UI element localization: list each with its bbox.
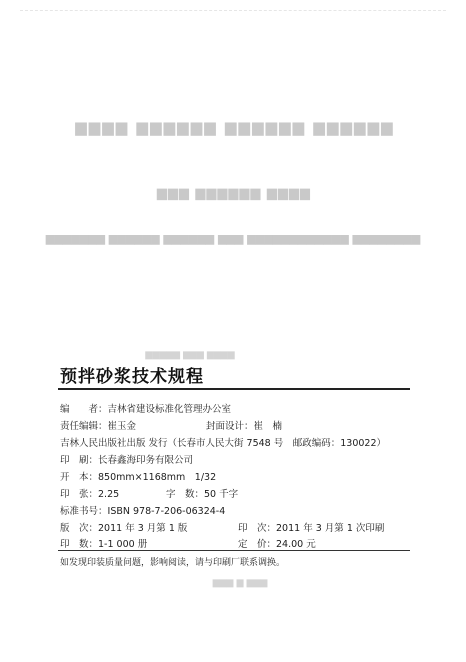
edition-value: 2011 年 3 月第 1 版 xyxy=(98,523,188,534)
copies-label: 印 数： xyxy=(60,539,99,550)
price-label: 定 价： xyxy=(238,539,277,550)
printer-line xyxy=(60,452,193,466)
sheets-line xyxy=(60,486,119,500)
bleed-through-line: ▆▆▆▆▆▆▆▆ ▆▆▆▆▆▆▆▆▆▆▆▆ ▆▆▆ ▆▆▆▆▆▆ ▆▆▆▆▆▆ ▆▆▆▆▆▆▆ xyxy=(45,232,421,245)
quality-note: 如发现印装质量问题，影响阅读，请与印刷厂联系调换。 xyxy=(60,558,286,568)
cover-design-value: 崔 楠 xyxy=(253,421,283,432)
printer-value: 长春鑫海印务有限公司 xyxy=(98,455,194,466)
title-divider xyxy=(58,388,410,390)
isbn-value: ISBN 978-7-206-06324-4 xyxy=(107,506,226,517)
editor-label: 编 者： xyxy=(60,404,108,415)
bleed-through-line: ▆▆▆▆▆▆ ▆▆▆▆▆▆ ▆▆▆▆▆▆ ▆▆▆▆ xyxy=(73,118,393,136)
isbn-line xyxy=(60,503,225,517)
printing-label: 印 次： xyxy=(238,523,277,534)
chief-editor-value: 崔玉金 xyxy=(107,421,137,432)
editor-line xyxy=(60,401,231,415)
editor-value: 吉林省建设标准化管理办公室 xyxy=(107,404,232,415)
edition-line xyxy=(60,520,187,534)
price-line xyxy=(238,536,316,550)
words-line xyxy=(166,486,238,500)
isbn-label: 标准书号： xyxy=(60,506,108,517)
printing-line xyxy=(238,520,384,534)
sheets-value: 2.25 xyxy=(98,489,120,500)
cover-design-line xyxy=(206,418,282,432)
words-value: 50 千字 xyxy=(204,489,239,500)
footer-divider xyxy=(58,550,410,551)
copies-value: 1-1 000 册 xyxy=(98,539,148,550)
printer-label: 印 刷： xyxy=(60,455,99,466)
chief-editor-label: 责任编辑： xyxy=(60,421,108,432)
bleed-through-line: ▆▆▆▆ ▆▆▆ ▆▆▆▆▆ xyxy=(145,350,235,360)
bleed-through-line: ▆▆▆ ▆ ▆▆▆ xyxy=(212,578,268,588)
scan-edge-line xyxy=(20,10,446,12)
bleed-through-line: ▆▆▆▆ ▆▆▆▆▆▆ ▆▆▆ xyxy=(155,186,311,201)
copies-line xyxy=(60,536,147,550)
words-label: 字 数： xyxy=(166,489,205,500)
sheets-label: 印 张： xyxy=(60,489,99,500)
price-value: 24.00 元 xyxy=(276,539,316,550)
book-title: 预拌砂浆技术规程 xyxy=(60,367,204,387)
publisher-line: 吉林人民出版社出版 发行（长春市人民大街 7548 号 邮政编码：130022） xyxy=(60,438,387,449)
format-value: 850mm×1168mm 1/32 xyxy=(98,472,217,483)
format-line xyxy=(60,469,216,483)
cover-design-label: 封面设计： xyxy=(206,421,254,432)
format-label: 开 本： xyxy=(60,472,99,483)
edition-label: 版 次： xyxy=(60,523,99,534)
printing-value: 2011 年 3 月第 1 次印刷 xyxy=(276,523,385,534)
chief-editor-line xyxy=(60,418,136,432)
